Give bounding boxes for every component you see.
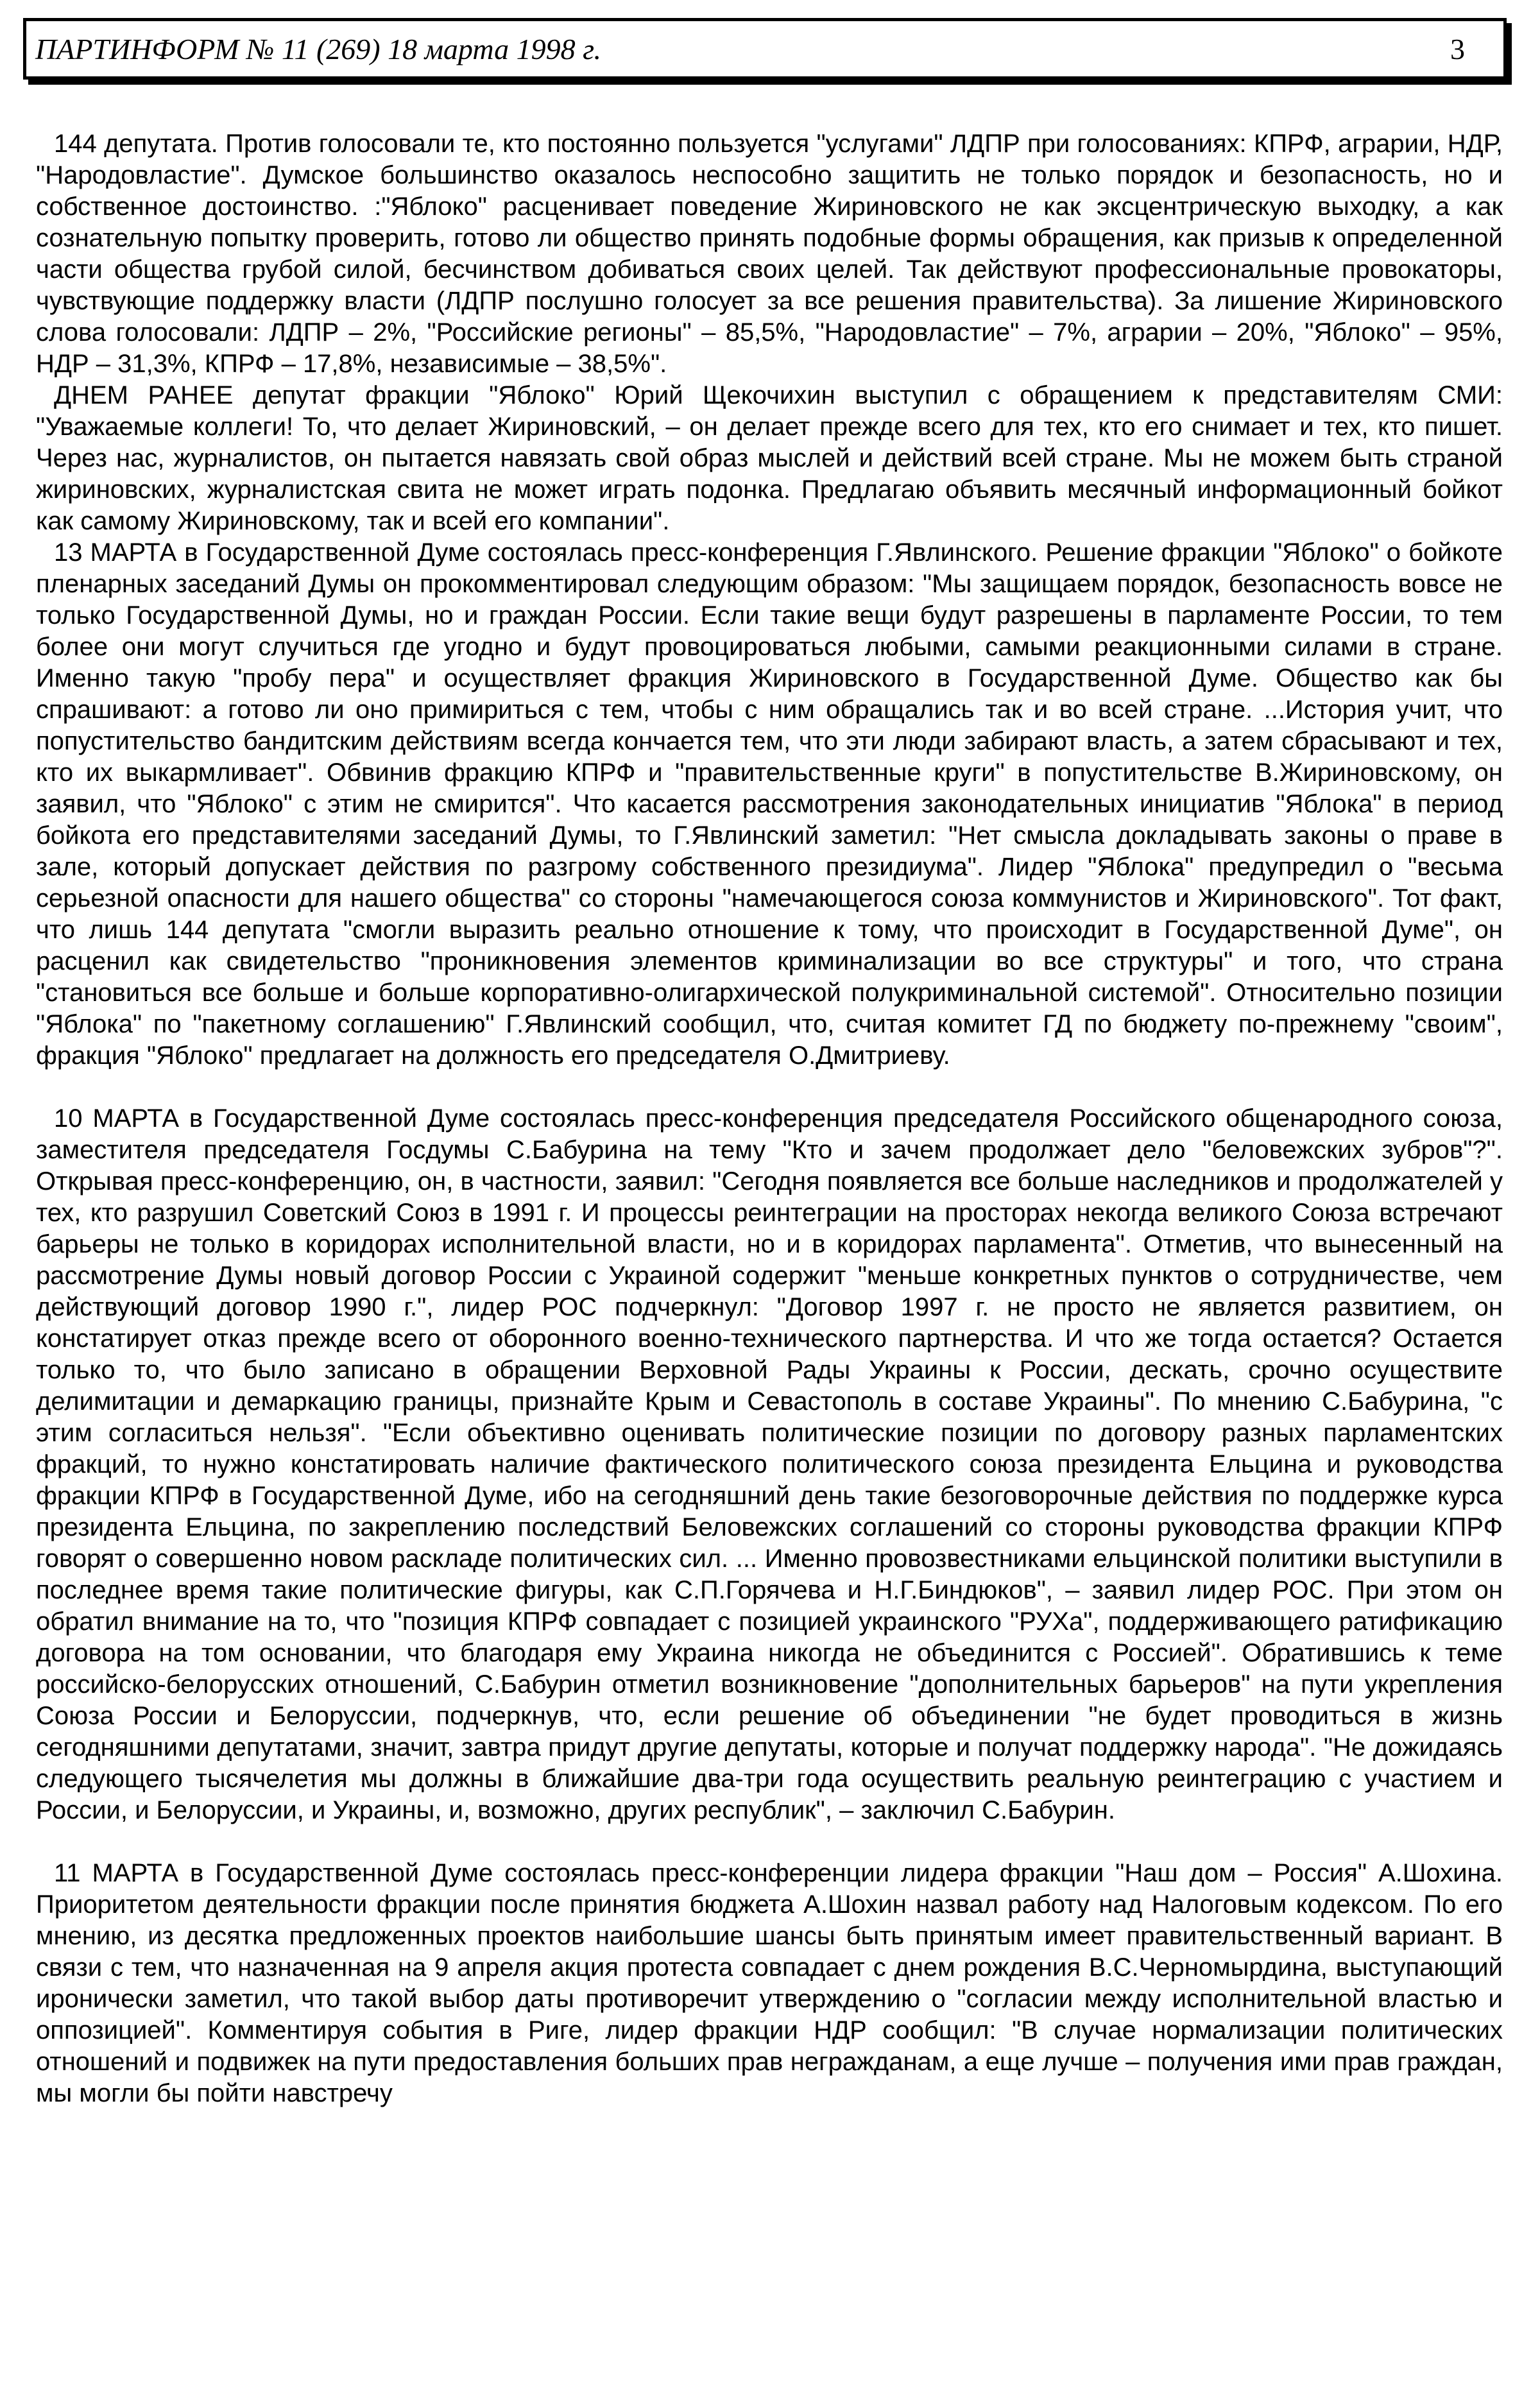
page-header	[23, 18, 1507, 80]
publication-title: ПАРТИНФОРМ № 11 (269) 18 марта 1998 г.	[35, 33, 601, 65]
paragraph-yavlinsky-press-conference: 13 МАРТА в Государственной Думе состоялась пресс-конференция Г.Явлинского. Решение фракции "Яблоко" о бойкоте пленарных заседаний Думы он прокомментировал следующим образом: "Мы защищаем порядок, безопасность вовсе не только Государственной Думы, но и граждан России. Если такие вещи будут разрешены в парламенте России, то тем более они могут случиться где угодно и будут провоцироваться любыми, самыми реакционными силами в стране. Именно такую "пробу пера" и осуществляет фракция Жириновского в Государственной Думе. Общество как бы спрашивают: а готово ли оно примириться с тем, чтобы с ним обращались так и во всей стране. ...История учит, что попустительство бандитским действиям всегда кончается тем, что эти люди забирают власть, а затем сбрасывают и тех, кто их выкармливает". Обвинив фракцию КПРФ и "правительственные круги" в попустительстве В.Жириновскому, он заявил, что "Яблоко" с этим не смирится". Что касается рассмотрения законодательных инициатив "Яблока" в период бойкота его представителями заседаний Думы, то Г.Явлинский заметил: "Нет смысла докладывать законы о праве в зале, который допускает действия по разгрому собственного президиума". Лидер "Яблока" предупредил о "весьма серьезной опасности для нашего общества" со стороны "намечающегося союза коммунистов и Жириновского". Тот факт, что лишь 144 депутата "смогли выразить реально отношение к тому, что происходит в Государственной Думе", он расценил как свидетельство "проникновения элементов криминализации во все структуры" и того, что страна "становиться все больше и больше корпоративно-олигархической полукриминальной системой". Относительно позиции "Яблока" по "пакетному соглашению" Г.Явлинский сообщил, что, считая комитет ГД по бюджету по-прежнему "своим", фракция "Яблоко" предлагает на должность его председателя О.Дмитриеву.	[36, 538, 1503, 1070]
page-number: 3	[1450, 33, 1465, 65]
paragraph-shchekochikhin: ДНЕМ РАНЕЕ депутат фракции "Яблоко" Юрий Щекочихин выступил с обращением к представителям СМИ: "Уважаемые коллеги! То, что делает Жириновский, – он делает прежде всего для тех, кто его снимает и тех, кто пишет. Через нас, журналистов, он пытается навязать свой образ мыслей и действий всей стране. Мы не можем быть страной жириновских, журналистская свита не может играть подонка. Предлагаю объявить месячный информационный бойкот как самому Жириновскому, так и всей его компании".	[36, 381, 1503, 535]
paragraph-baburin-press-conference: 10 МАРТА в Государственной Думе состоялась пресс-конференция председателя Российского общенародного союза, заместителя председателя Госдумы С.Бабурина на тему "Кто и зачем продолжает дело "беловежских зубров"?". Открывая пресс-конференцию, он, в частности, заявил: "Сегодня появляется все больше наследников и продолжателей у тех, кто разрушил Советский Союз в 1991 г. И процессы реинтеграции на просторах некогда великого Союза встречают барьеры не только в коридорах исполнительной власти, но и в коридорах парламента". Отметив, что вынесенный на рассмотрение Думы новый договор России с Украиной содержит "меньше конкретных пунктов о сотрудничестве, чем действующий договор 1990 г.", лидер РОС подчеркнул: "Договор 1997 г. не просто не является развитием, он констатирует отказ прежде всего от оборонного военно-технического партнерства. И что же тогда остается? Остается только то, что было записано в обращении Верховной Рады Украины к России, дескать, срочно осуществите делимитации и демаркацию границы, признайте Крым и Севастополь в составе Украины". По мнению С.Бабурина, "с этим согласиться нельзя". "Если объективно оценивать политические позиции по договору разных парламентских фракций, то нужно констатировать наличие фактического политического союза президента Ельцина и руководства фракции КПРФ в Государственной Думе, ибо на сегодняшний день такие безоговорочные действия по поддержке курса президента Ельцина, по закреплению последствий Беловежских соглашений со стороны руководства фракции КПРФ говорят о совершенно новом раскладе политических сил. ... Именно провозвестниками ельцинской политики выступили в последнее время такие политические фигуры, как С.П.Горячева и Н.Г.Биндюков", – заявил лидер РОС. При этом он обратил внимание на то, что "позиция КПРФ совпадает с позицией украинского "РУХа", поддерживающего ратификацию договора на том основании, что благодаря ему Украина никогда не объединится с Россией". Обратившись к теме российско-белорусских отношений, С.Бабурин отметил возникновение "дополнительных барьеров" на пути укрепления Союза России и Белоруссии, подчеркнув, что, если решение об объединении "не будет проводиться в жизнь сегодняшними депутатами, значит, завтра придут другие депутаты, которые и получат поддержку народа". "Не дожидаясь следующего тысячелетия мы должны в ближайшие два-три года осуществить реальную реинтеграцию с участием и России, и Белоруссии, и Украины, и, возможно, других республик", – заключил С.Бабурин.	[36, 1104, 1503, 1824]
paragraph-vote-results: 144 депутата. Против голосовали те, кто постоянно пользуется "услугами" ЛДПР при голосованиях: КПРФ, аграрии, НДР, "Народовластие". Думское большинство оказалось неспособно защитить не только порядок и безопасность, но и собственное достоинство. :"Яблоко" расценивает поведение Жириновского не как эксцентрическую выходку, а как сознательную попытку проверить, готово ли общество принять подобные формы обращения, как призыв к определенной части общества грубой силой, бесчинством добиваться своих целей. Так действуют профессиональные провокаторы, чувствующие поддержку власти (ЛДПР послушно голосует за все решения правительства). За лишение Жириновского слова голосовали: ЛДПР – 2%, "Российские регионы" – 85,5%, "Народовластие" – 7%, аграрии – 20%, "Яблоко" – 95%, НДР – 31,3%, КПРФ – 17,8%, независимые – 38,5%".	[36, 130, 1503, 378]
article-body	[36, 128, 1503, 2109]
paragraph-shokhin-press-conference: 11 МАРТА в Государственной Думе состоялась пресс-конференции лидера фракции "Наш дом – Россия" А.Шохина. Приоритетом деятельности фракции после принятия бюджета А.Шохин назвал работу над Налоговым кодексом. По его мнению, из десятка предложенных проектов наибольшие шансы быть принятым имеет правительственный вариант. В связи с тем, что назначенная на 9 апреля акция протеста совпадает с днем рождения В.С.Черномырдина, выступающий иронически заметил, что такой выбор даты противоречит утверждению о "согласии между исполнительной властью и оппозицией". Комментируя события в Риге, лидер фракции НДР сообщил: "В случае нормализации политических отношений и подвижек на пути предоставления больших прав негражданам, а еще лучше – получения ими прав граждан, мы могли бы пойти навстречу	[36, 1859, 1503, 2107]
